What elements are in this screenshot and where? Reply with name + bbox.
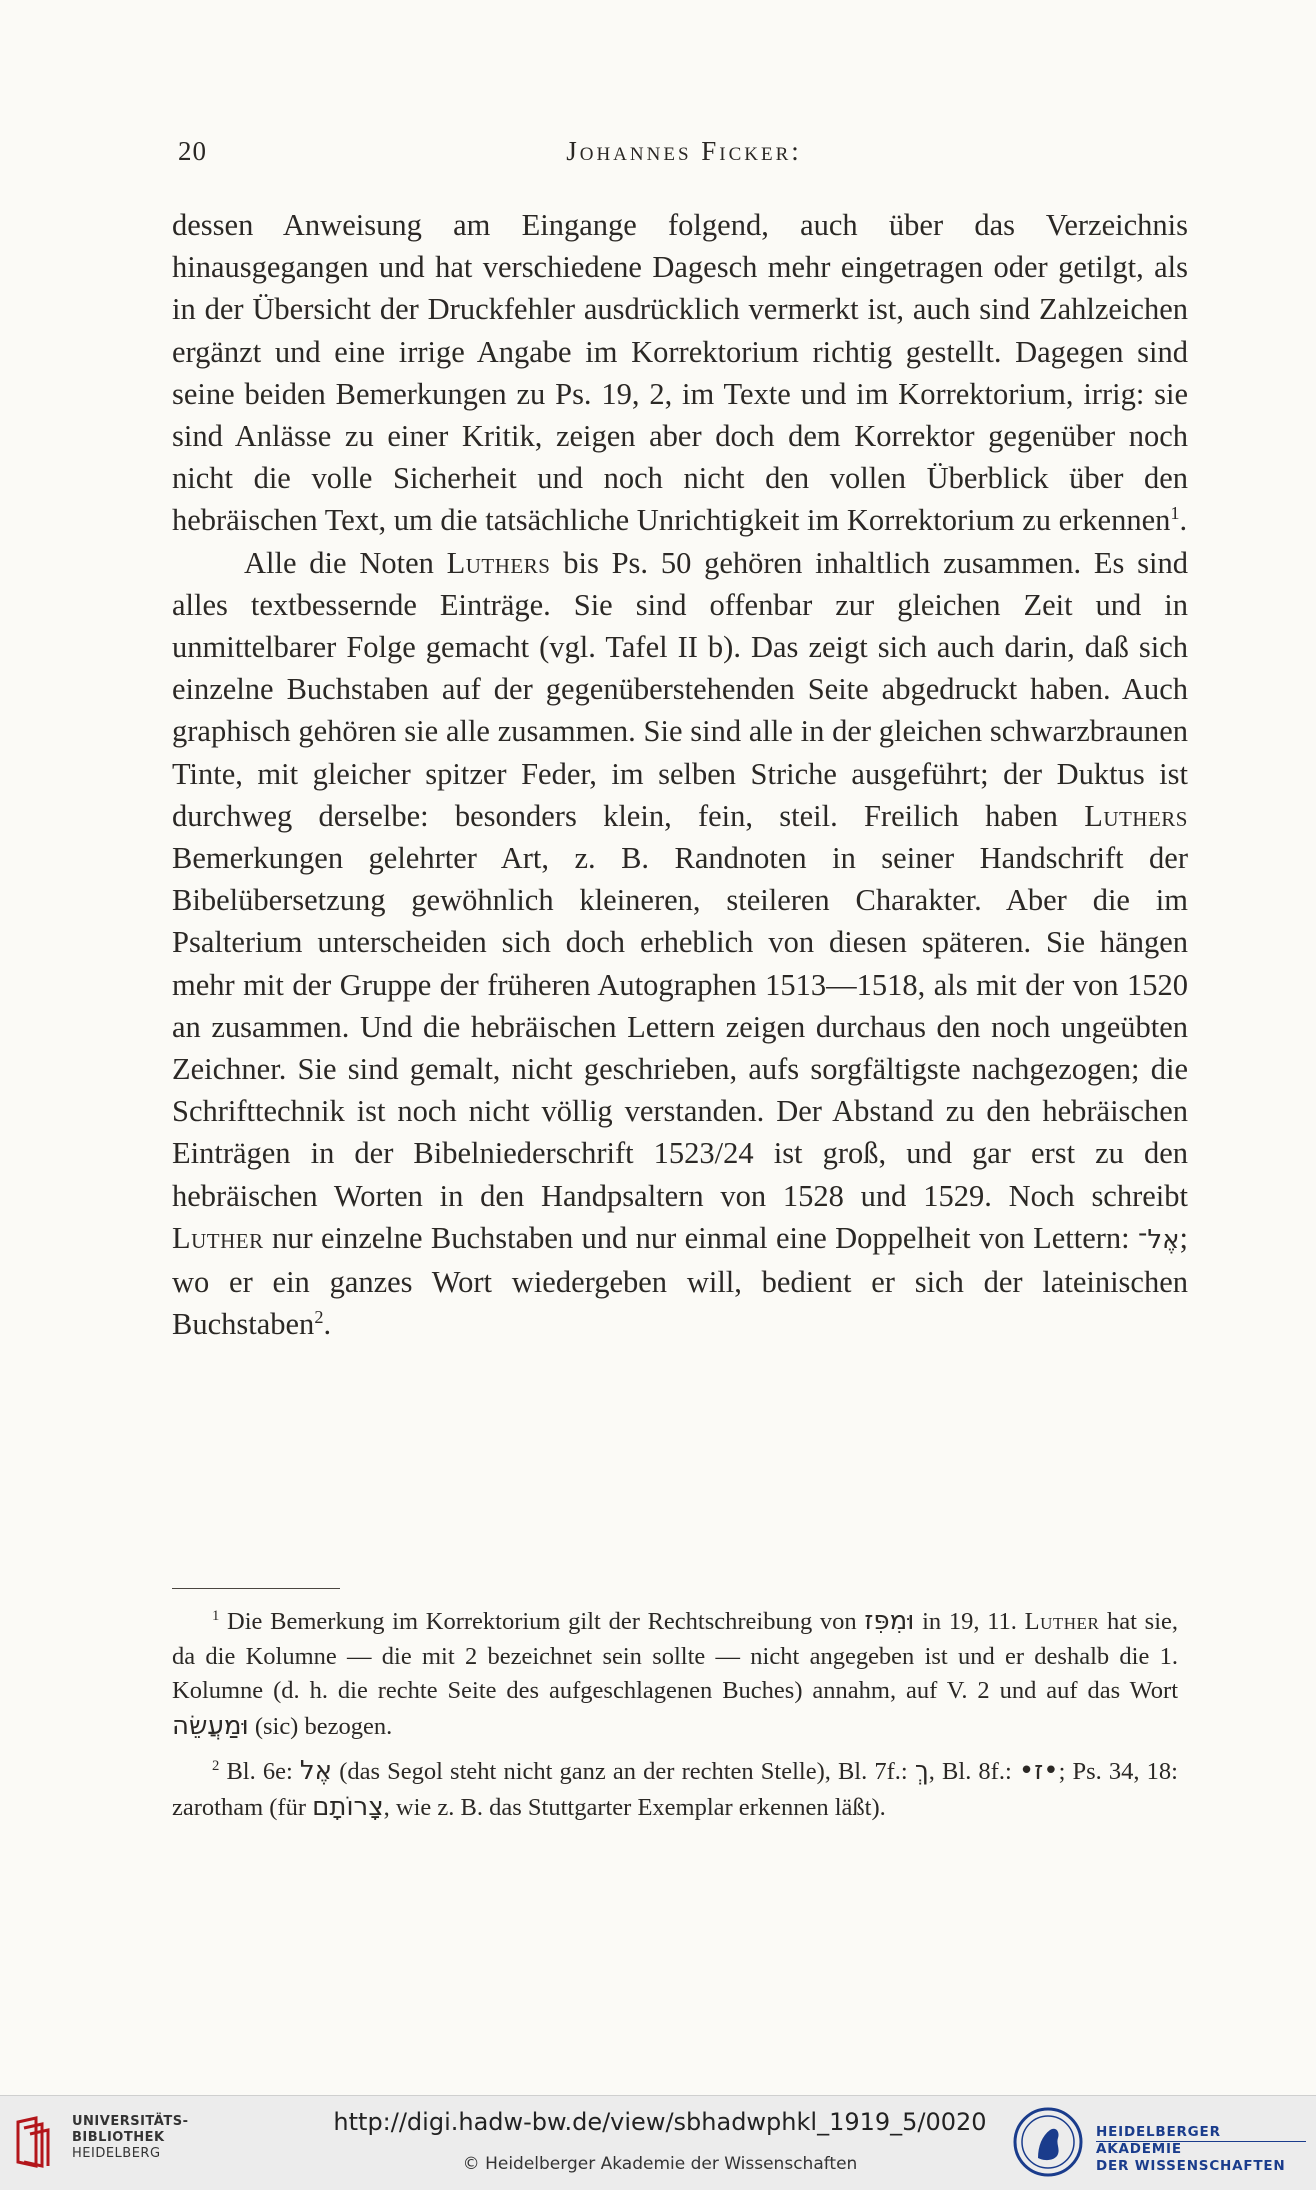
footnote-1: $^1$ Die Bemerkung im Korrektorium gilt der Rechtschreibung von וּמִפִּז in 19, 11. Luther hat sie, da die Kolumne — die mit 2 bezeichnet sein sollte — nicht angegeben ist und er deshalb die 1. Kolumne (d. h. die rechte Seite des aufgeschlagenen Buches) annahm, auf V. 2 und auf das Wort וּמַעֲשֵׂה (sic) bezogen. <box>172 1606 1178 1741</box>
page-number: 20 <box>178 136 207 166</box>
library-name-line: UNIVERSITÄTS- <box>72 2114 189 2129</box>
hebrew-word: וּמַעֲשֵׂה <box>172 1710 249 1741</box>
academy-name-line: HEIDELBERGER AKADEMIE <box>1096 2124 1221 2157</box>
academy-divider <box>1096 2141 1306 2142</box>
footnote-marker[interactable]: 1 <box>1170 503 1180 524</box>
paragraph: dessen Anweisung am Eingange folgend, auch über das Verzeichnis hinausgegangen und hat verschiedene Dagesch mehr eingetragen oder getilgt, als in der Übersicht der Druckfehler ausdrücklich vermerkt ist, auch sind Zahlzeichen ergänzt und eine irrige Angabe im Korrektorium richtig gestellt. Dagegen sind seine beiden Bemerkungen zu Ps. 19, 2, im Texte und im Korrektorium, irrig: sie sind Anlässe zu einer Kritik, zeigen aber doch dem Korrektor gegenüber noch nicht die volle Sicherheit und noch nicht den vollen Überblick über den hebräischen Text, um die tatsächliche Unrichtigkeit im Korrektorium zu erkennen$^1$. <box>172 208 1188 538</box>
viewer-footer <box>0 2095 1316 2190</box>
running-header <box>178 136 1190 176</box>
academy-seal-icon <box>1012 2106 1084 2178</box>
footnote-marker[interactable]: 1 <box>212 1607 220 1624</box>
paragraph: Alle die Noten Luthers bis Ps. 50 gehören inhaltlich zusammen. Es sind alles textbessernde Einträge. Sie sind offenbar zur gleichen Zeit und in unmittelbarer Folge gemacht (vgl. Tafel II b). Das zeigt sich auch darin, daß sich einzelne Buchstaben auf der gegenüberstehenden Seite abgedruckt haben. Auch graphisch gehören sie alle zusammen. Sie sind alle in der gleichen schwarzbraunen Tinte, mit gleicher spitzer Feder, im selben Striche ausgeführt; der Duktus ist durchweg derselbe: besonders klein, fein, steil. Freilich haben Luthers Bemerkungen gelehrter Art, z. B. Randnoten in seiner Handschrift der Bibelübersetzung gewöhnlich kleineren, steileren Charakter. Aber die im Psalterium unterscheiden sich doch erheblich von diesen späteren. Sie hängen mehr mit der Gruppe der früheren Autographen 1513—1518, als mit der von 1520 an zusammen. Und die hebräischen Lettern zeigen durchaus den noch ungeübten Zeichner. Sie sind gemalt, nicht geschrieben, aufs sorgfältigste nachgezogen; die Schrifttechnik ist noch nicht völlig verstanden. Der Abstand zu den hebräischen Einträgen in der Bibelniederschrift 1523/24 ist groß, und gar erst zu den hebräischen Worten in den Handpsaltern von 1528 und 1529. Noch schreibt Luther nur einzelne Buchstaben und nur einmal eine Doppelheit von Lettern: אֶל־; wo er ein ganzes Wort wiedergeben will, bedient er sich der lateinischen Buchstaben$^2$. <box>172 545 1189 1342</box>
hebrew-word: אֶל <box>299 1756 333 1786</box>
footnote-marker[interactable]: 2 <box>212 1757 220 1774</box>
main-text <box>172 204 1188 1345</box>
small-caps-name: Luthers <box>1084 798 1188 833</box>
small-caps-name: Luthers <box>446 545 551 580</box>
footnote-marker[interactable]: 2 <box>314 1307 324 1328</box>
library-city: HEIDELBERG <box>72 2146 161 2161</box>
hebrew-word: צָרוֹתָם <box>312 1791 384 1822</box>
footnote-separator <box>172 1588 340 1589</box>
footnote-2: $^2$ Bl. 6e: אֶל (das Segol steht nicht ganz an der rechten Stelle), Bl. 7f.: ךְ, Bl. 8f.: •ז•; Ps. 34, 18: zarotham (für צָרוֹתָם, wie z. B. das Stuttgarter Exemplar erkennen läßt). <box>172 1756 1178 1822</box>
small-caps-name: Luther <box>1024 1608 1100 1635</box>
library-emblem-icon <box>14 2116 56 2168</box>
permalink[interactable]: http://digi.hadw-bw.de/view/sbhadwphkl_1919_5/0020 <box>333 2108 987 2136</box>
academy-name-line: DER WISSENSCHAFTEN <box>1096 2158 1286 2174</box>
footnotes <box>172 1604 1178 1835</box>
university-library-logo[interactable] <box>14 2114 189 2176</box>
running-title: Johannes Ficker: <box>566 136 802 166</box>
hebrew-word: ךְ <box>914 1756 929 1786</box>
hebrew-word: וּמִפִּז <box>864 1606 915 1636</box>
small-caps-name: Luther <box>172 1220 264 1255</box>
library-name-line: BIBLIOTHEK <box>72 2130 165 2145</box>
copyright-notice: © Heidelberger Akademie der Wissenschaften <box>462 2154 858 2174</box>
hebrew-word: אֶל־ <box>1137 1224 1180 1255</box>
hebrew-word: •ז• <box>1018 1756 1059 1786</box>
academy-logo[interactable] <box>1012 2106 1312 2182</box>
